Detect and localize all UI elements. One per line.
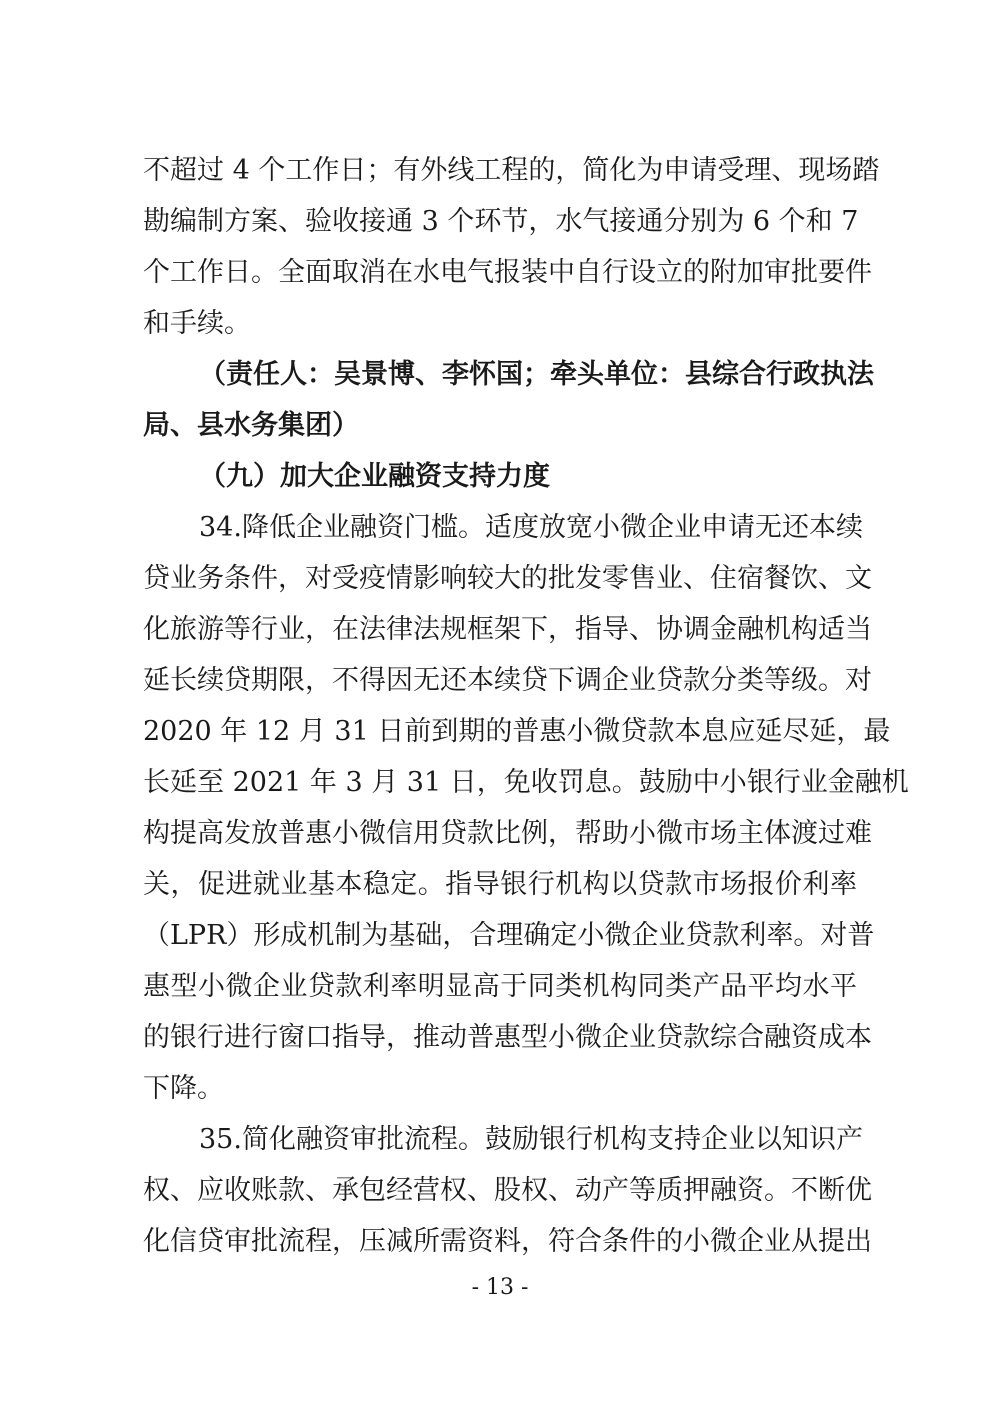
body-text-line: 和手续。 bbox=[143, 308, 251, 339]
body-text-line: 化旅游等行业，在法律法规框架下，指导、协调金融机构适当 bbox=[143, 614, 872, 645]
body-text-line: 贷业务条件，对受疫情影响较大的批发零售业、住宿餐饮、文 bbox=[143, 563, 872, 594]
body-text-line: 2020 年 12 月 31 日前到期的普惠小微贷款本息应延尽延，最 bbox=[143, 716, 891, 747]
section-heading: （九）加大企业融资支持力度 bbox=[199, 461, 550, 492]
body-text-line: 关，促进就业基本稳定。指导银行机构以贷款市场报价利率 bbox=[143, 869, 857, 900]
body-text-line: 权、应收账款、承包经营权、股权、动产等质押融资。不断优 bbox=[143, 1175, 872, 1206]
responsibility-note: （责任人：吴景博、李怀国；牵头单位：县综合行政执法 bbox=[199, 359, 874, 390]
body-text-line: 构提高发放普惠小微信用贷款比例，帮助小微市场主体渡过难 bbox=[143, 818, 872, 849]
item-34-first-line: 34.降低企业融资门槛。适度放宽小微企业申请无还本续 bbox=[199, 512, 863, 543]
body-text-line: 的银行进行窗口指导，推动普惠型小微企业贷款综合融资成本 bbox=[143, 1022, 872, 1053]
body-text-line: 下降。 bbox=[143, 1073, 224, 1104]
page-number: - 13 - bbox=[471, 1275, 529, 1300]
responsibility-note: 局、县水务集团） bbox=[143, 410, 359, 441]
item-35-first-line: 35.简化融资审批流程。鼓励银行机构支持企业以知识产 bbox=[199, 1124, 863, 1155]
body-text-line: （LPR）形成机制为基础，合理确定小微企业贷款利率。对普 bbox=[143, 920, 875, 951]
body-text-line: 惠型小微企业贷款利率明显高于同类机构同类产品平均水平 bbox=[143, 971, 857, 1002]
body-text-line: 长延至 2021 年 3 月 31 日，免收罚息。鼓励中小银行业金融机 bbox=[143, 767, 909, 798]
body-text-line: 勘编制方案、验收接通 3 个环节，水气接通分别为 6 个和 7 bbox=[143, 206, 859, 237]
body-text-line: 化信贷审批流程，压减所需资料，符合条件的小微企业从提出 bbox=[143, 1226, 872, 1257]
body-text-line: 延长续贷期限，不得因无还本续贷下调企业贷款分类等级。对 bbox=[143, 665, 872, 696]
body-text-line: 不超过 4 个工作日；有外线工程的，简化为申请受理、现场踏 bbox=[143, 155, 880, 186]
body-text-line: 个工作日。全面取消在水电气报装中自行设立的附加审批要件 bbox=[143, 257, 872, 288]
